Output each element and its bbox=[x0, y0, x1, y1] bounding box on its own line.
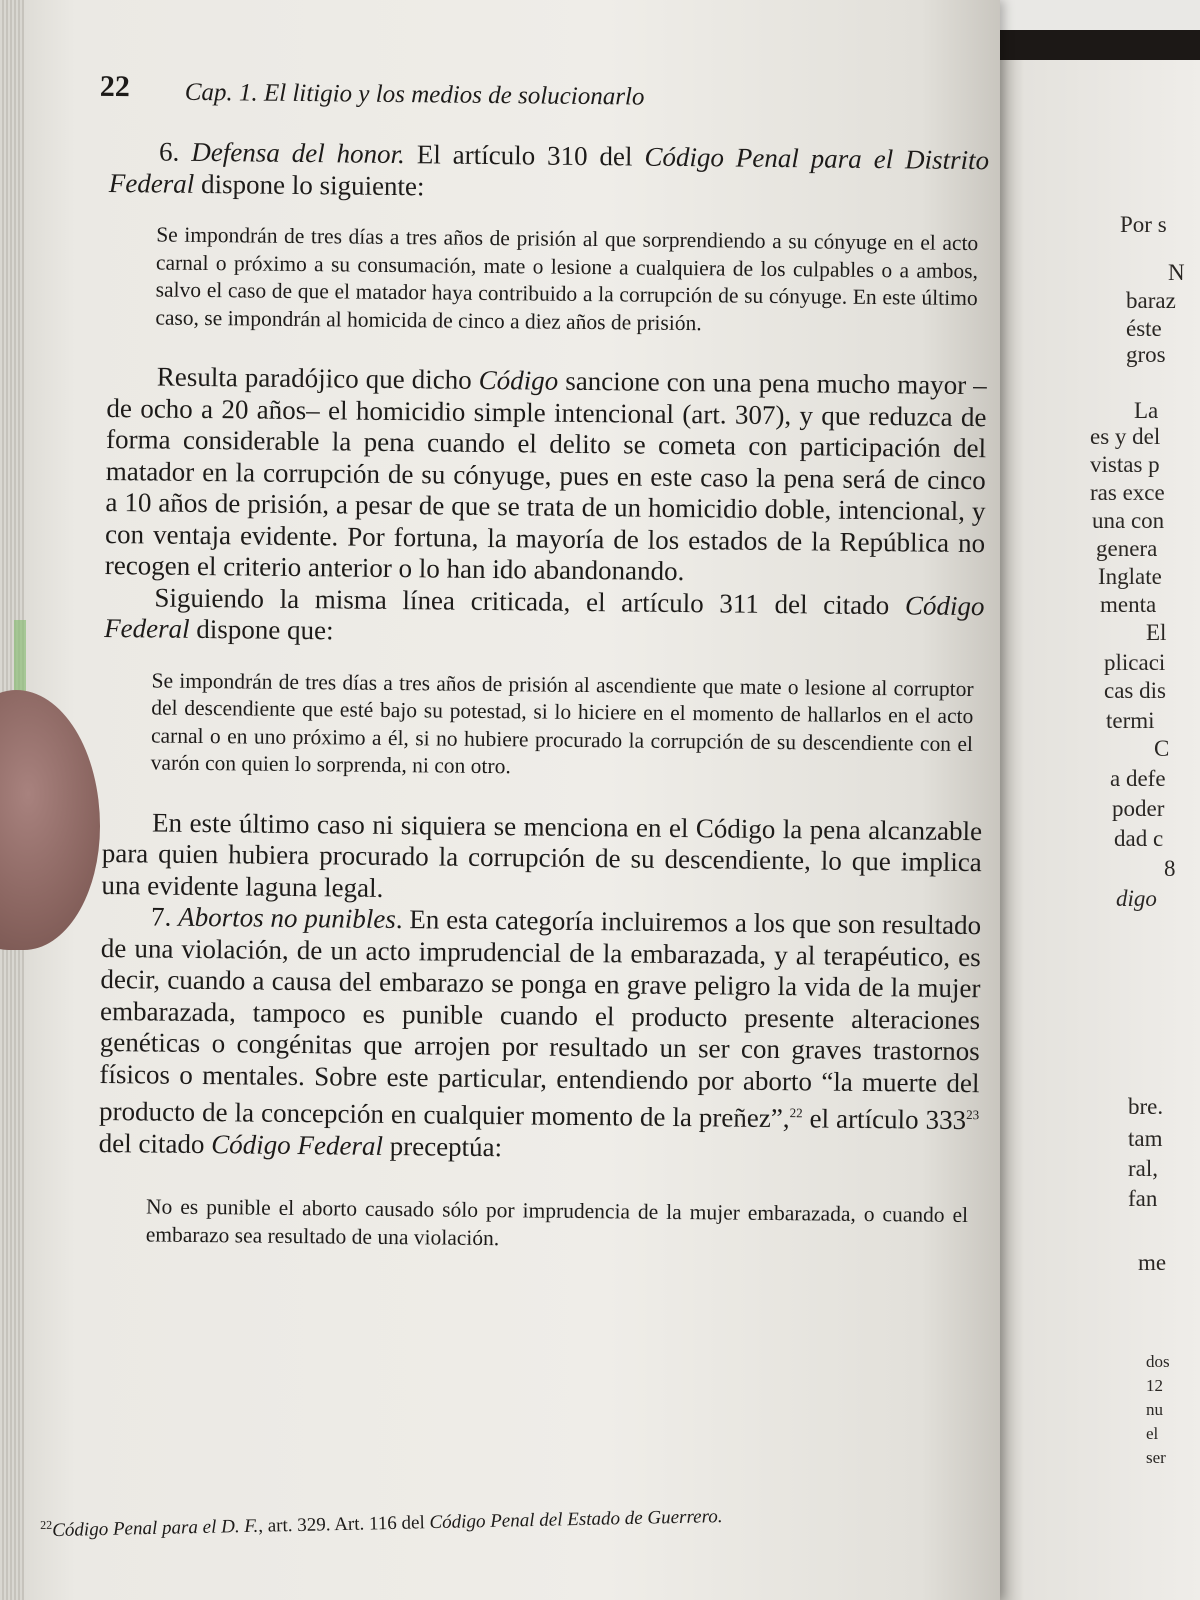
right-page-fragment: bre. bbox=[1128, 1094, 1164, 1119]
right-page-fragment: N bbox=[1168, 260, 1185, 285]
left-page-text bbox=[97, 70, 990, 1287]
right-page-fragment: ral, bbox=[1128, 1156, 1159, 1181]
right-page-fragment: termi bbox=[1106, 708, 1155, 733]
quote-article-311: Se impondrán de tres días a tres años de prisión al ascendiente que mate o lesione al corruptor del descendiente que esté bajo su potestad, si lo hiciere en el momento de hallarlos en el acto carnal o en uno próximo a él, si no hubiere procurado la corrupción de su descendiente con el varón con quien lo sorprenda, ni con otro. bbox=[150, 667, 974, 779]
quote-article-310: Se impondrán de tres días a tres años de prisión al que sorprendiendo a su cónyuge en el acto carnal o próximo a su consumación, mate o lesione a cualquiera de los culpables o a ambos, salvo el caso de que el matador haya contribuido a la corrupción de su cónyuge. En este último caso, se impondrán al homicida de cinco a diez años de prisión. bbox=[155, 222, 979, 335]
right-page-fragment: es y del bbox=[1090, 424, 1161, 449]
right-page-fragment: baraz bbox=[1126, 288, 1176, 313]
right-page-fragment: genera bbox=[1096, 536, 1158, 561]
paragraph-article-311-intro: Siguiendo la misma línea criticada, el artículo 311 del citado Código Federal dispone que: bbox=[103, 581, 985, 646]
footnote-22: $^{22}$Código Penal para el D. F., art. 329. Art. 116 del Código Penal del Estado de Guerrero. bbox=[40, 1506, 723, 1542]
right-page-fragment: digo bbox=[1116, 886, 1157, 911]
right-page-fragment: menta bbox=[1100, 592, 1157, 617]
running-title: Cap. 1. El litigio y los medios de solucionarlo bbox=[184, 78, 645, 111]
page-number: 22 bbox=[99, 69, 130, 104]
right-page-fragment: plicaci bbox=[1104, 650, 1166, 675]
right-page-fragment: poder bbox=[1112, 796, 1165, 821]
right-page-fragment: 12 bbox=[1146, 1376, 1163, 1395]
running-head bbox=[99, 69, 990, 145]
right-page-fragment: ras exce bbox=[1090, 480, 1165, 505]
quote-article-333: No es punible el aborto causado sólo por imprudencia de la mujer embarazada, o cuando el embarazo sea resultado de una violación. bbox=[145, 1194, 969, 1250]
right-page-fragment: 8 bbox=[1164, 856, 1176, 881]
right-page-fragment: gros bbox=[1126, 342, 1166, 367]
right-page-fragment: C bbox=[1154, 736, 1170, 761]
right-page-fragment: dos bbox=[1146, 1352, 1170, 1371]
right-page-fragment: dad c bbox=[1114, 826, 1164, 851]
right-page-fragment: nu bbox=[1146, 1400, 1163, 1419]
right-page-fragment: Inglate bbox=[1098, 564, 1162, 589]
paragraph-legal-gap: En este último caso ni siquiera se menciona en el Código la pena alcanzable para quien hubiera procurado la corrupción de su descendiente, lo que implica una evidente laguna legal. bbox=[101, 806, 983, 903]
footnote-ref[interactable]: 22 bbox=[789, 1105, 803, 1121]
right-page-fragment: tam bbox=[1128, 1126, 1163, 1151]
right-page-fragment: a defe bbox=[1110, 766, 1166, 791]
right-page-fragment: una con bbox=[1092, 508, 1165, 533]
right-page-fragment: el bbox=[1146, 1424, 1159, 1443]
right-page-fragment: fan bbox=[1128, 1186, 1158, 1211]
footnote-ref[interactable]: 23 bbox=[966, 1107, 980, 1123]
right-page bbox=[1000, 60, 1200, 1600]
right-page-fragment: cas dis bbox=[1104, 678, 1166, 703]
section-heading: Defensa del honor. bbox=[191, 136, 406, 170]
right-page-fragment: me bbox=[1138, 1250, 1167, 1275]
right-page-fragment: El bbox=[1146, 620, 1167, 645]
paragraph-paradox: Resulta paradójico que dicho Código sancione con una pena mucho mayor –de ocho a 20 años– el homicidio simple intencional (art. 307), y que reduzca de forma considerable la pena cuando el delito se cometa con participación del matador en la corrupción de su cónyuge, pues en este caso la pena será de cinco a 10 años de prisión, a pesar de que se trata de un homicidio doble, intencional, y con ventaja evidente. Por fortuna, la mayoría de los estados de la República no recogen el criterio anterior o lo han ido abandonando. bbox=[104, 361, 987, 587]
right-page-fragment: La bbox=[1134, 398, 1159, 423]
right-page-fragment: éste bbox=[1126, 316, 1162, 341]
paragraph-defensa-del-honor: 6. Defensa del honor. El artículo 310 del Código Penal para el Distrito Federal dispone lo siguiente: bbox=[108, 136, 990, 201]
paragraph-abortos-no-punibles: 7. Abortos no punibles. En esta categoría incluiremos a los que son resultado de una violación, de un acto imprudencial de la embarazada, y al terapéutico, es decir, cuando a causa del embarazo se ponga en grave peligro la vida de la mujer embarazada, tampoco es punible cuando el producto presente alteraciones genéticas o congénitas que arrojen por resultado un ser con graves trastornos físicos o mentales. Sobre este particular, entendiendo por aborto “la muerte del producto de la concepción en cualquier momento de la preñez”,$^{22}$ el artículo $333^{23}$ del citado Código Federal preceptúa: bbox=[98, 901, 982, 1162]
section-heading: Abortos no punibles bbox=[178, 901, 396, 935]
right-page-fragment: Por s bbox=[1120, 212, 1167, 237]
right-page-fragment: vistas p bbox=[1090, 452, 1160, 477]
right-page-fragment: ser bbox=[1146, 1448, 1166, 1467]
